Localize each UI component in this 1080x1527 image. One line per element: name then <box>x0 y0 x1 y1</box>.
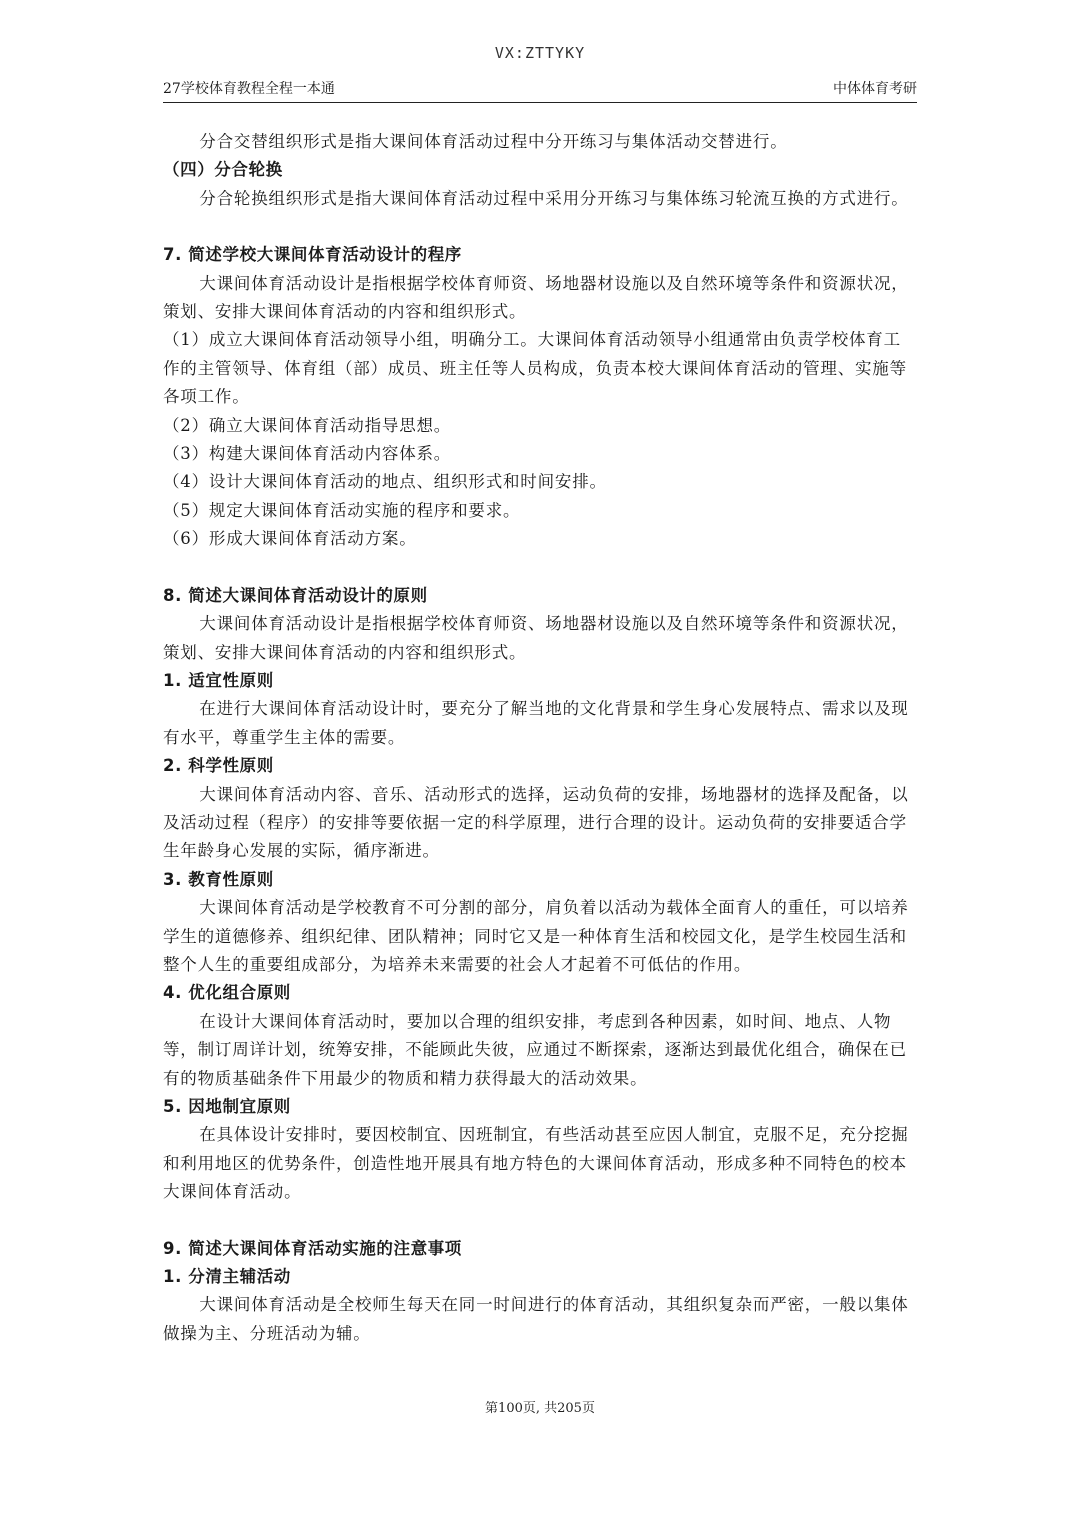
list-item: （3）构建大课间体育活动内容体系。 <box>163 444 452 464</box>
watermark-text: VX:ZTTYKY <box>494 44 586 62</box>
principle-text: 在设计大课间体育活动时，要加以合理的组织安排，考虑到各种因素，如时间、地点、人物等，制订周详计划，统筹安排，不能顾此失彼，应通过不断探索，逐渐达到最优化组合，确保在已有的物质基础条件下用最少的物质和精力获得最大的活动效果。 <box>163 1011 907 1088</box>
page-body <box>163 128 917 1348</box>
principle-title: 1. 适宜性原则 <box>163 670 274 690</box>
list-item: （1）成立大课间体育活动领导小组，明确分工。大课间体育活动领导小组通常由负责学校体育工作的主管领导、体育组（部）成员、班主任等人员构成，负责本校大课间体育活动的管理、实施等各项工作。 <box>163 330 907 407</box>
list-item: （2）确立大课间体育活动指导思想。 <box>163 415 452 435</box>
question-8-title: 8. 简述大课间体育活动设计的原则 <box>163 585 428 605</box>
principle-text: 在进行大课间体育活动设计时，要充分了解当地的文化背景和学生身心发展特点、需求以及现有水平，尊重学生主体的需要。 <box>163 699 909 747</box>
question-9-title: 9. 简述大课间体育活动实施的注意事项 <box>163 1238 462 1258</box>
page-number: 第100页, 共205页 <box>485 1401 595 1416</box>
principle-title: 3. 教育性原则 <box>163 869 274 889</box>
paragraph-fenhe-lunhuan: 分合轮换组织形式是指大课间体育活动过程中采用分开练习与集体练习轮流互换的方式进行。 <box>199 188 909 208</box>
question-9-sub1-title: 1. 分清主辅活动 <box>163 1267 291 1287</box>
principle-title: 2. 科学性原则 <box>163 756 274 776</box>
list-item: （4）设计大课间体育活动的地点、组织形式和时间安排。 <box>163 472 607 492</box>
header-publisher: 中体体育考研 <box>833 81 917 97</box>
question-7-title: 7. 简述学校大课间体育活动设计的程序 <box>163 245 462 265</box>
principle-text: 在具体设计安排时，要因校制宜、因班制宜，有些活动甚至应因人制宜，克服不足，充分挖掘和利用地区的优势条件，创造性地开展具有地方特色的大课间体育活动，形成多种不同特色的校本大课间体育活动。 <box>163 1125 909 1202</box>
question-8-intro: 大课间体育活动设计是指根据学校体育师资、场地器材设施以及自然环境等条件和资源状况，策划、安排大课间体育活动的内容和组织形式。 <box>163 614 909 662</box>
list-item: （6）形成大课间体育活动方案。 <box>163 529 417 549</box>
header-book-title: 27学校体育教程全程一本通 <box>163 81 335 97</box>
heading-fenhe-lunhuan: （四）分合轮换 <box>163 160 283 180</box>
page-header <box>163 78 917 103</box>
principle-title: 5. 因地制宜原则 <box>163 1097 291 1116</box>
list-item: （5）规定大课间体育活动实施的程序和要求。 <box>163 500 521 520</box>
principle-title: 4. 优化组合原则 <box>163 983 291 1003</box>
question-9-sub1-text: 大课间体育活动是全校师生每天在同一时间进行的体育活动，其组织复杂而严密，一般以集体做操为主、分班活动为辅。 <box>163 1295 909 1343</box>
principle-text: 大课间体育活动内容、音乐、活动形式的选择，运动负荷的安排，场地器材的选择及配备，以及活动过程（程序）的安排等要依据一定的科学原理，进行合理的设计。运动负荷的安排要适合学生年龄身心发展的实际，循序渐进。 <box>163 784 909 861</box>
paragraph-fenhe-jiaoti: 分合交替组织形式是指大课间体育活动过程中分开练习与集体活动交替进行。 <box>199 132 788 151</box>
principle-text: 大课间体育活动是学校教育不可分割的部分，肩负着以活动为载体全面育人的重任，可以培养学生的道德修养、组织纪律、团队精神；同时它又是一种体育生活和校园文化，是学生校园生活和整个人生的重要组成部分，为培养未来需要的社会人才起着不可低估的作用。 <box>163 898 909 974</box>
question-7-intro: 大课间体育活动设计是指根据学校体育师资、场地器材设施以及自然环境等条件和资源状况，策划、安排大课间体育活动的内容和组织形式。 <box>163 273 909 322</box>
